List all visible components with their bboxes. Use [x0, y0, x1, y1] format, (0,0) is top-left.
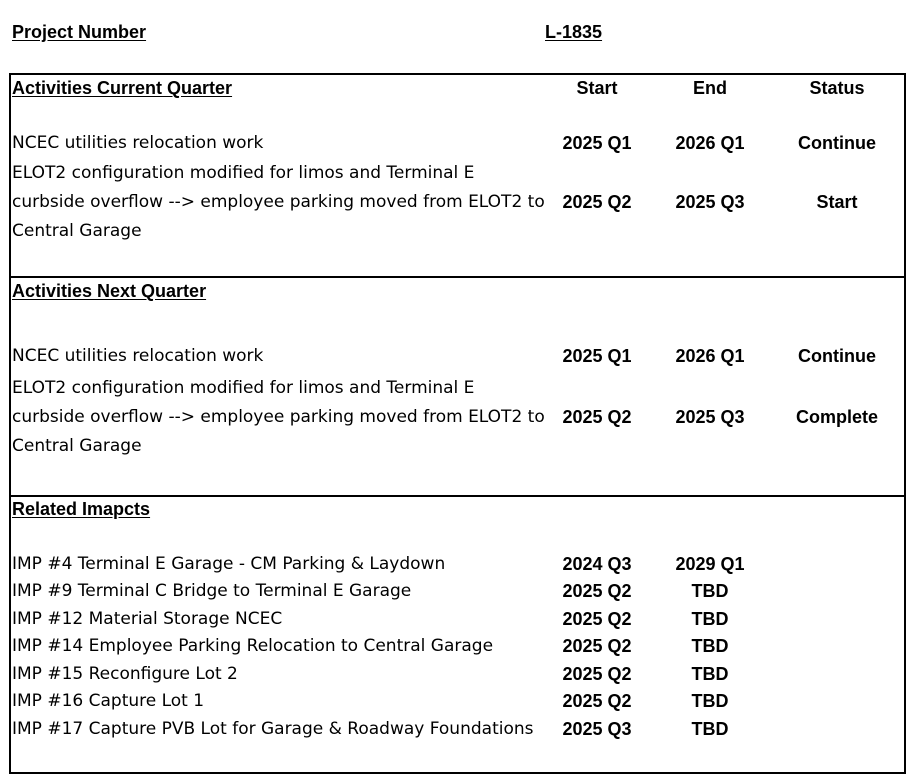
- impact-row-6-text: IMP #16 Capture Lot 1: [12, 691, 205, 711]
- impact-row-3-text: IMP #12 Material Storage NCEC: [12, 609, 283, 629]
- related-impacts-title: Related Imapcts: [12, 499, 151, 519]
- impact-row-2-start: 2025 Q2: [562, 581, 632, 601]
- impact-row-4-text: IMP #14 Employee Parking Relocation to Central Garage: [12, 636, 494, 656]
- next-row-1-description: NCEC utilities relocation work: [12, 346, 264, 366]
- current-row-2-description-line-1: ELOT2 configuration modified for limos and Terminal E: [12, 163, 475, 183]
- impact-row-4-start: 2025 Q2: [562, 636, 632, 656]
- impact-row-1-start: 2024 Q3: [562, 554, 632, 574]
- column-header-end: End: [693, 78, 727, 98]
- impact-row-2-end: TBD: [691, 581, 729, 601]
- impact-row-1-end: 2029 Q1: [675, 554, 745, 574]
- current-row-1-description: NCEC utilities relocation work: [12, 133, 264, 153]
- next-row-2-description-line-1: ELOT2 configuration modified for limos and Terminal E: [12, 378, 475, 398]
- next-quarter-title: Activities Next Quarter: [12, 281, 207, 301]
- next-row-2-description-line-2: curbside overflow --> employee parking moved from ELOT2 to: [12, 407, 545, 427]
- current-row-1-end: 2026 Q1: [675, 133, 745, 153]
- current-row-1-start: 2025 Q1: [562, 133, 632, 153]
- impact-row-5-end: TBD: [691, 664, 729, 684]
- current-row-2-description-line-3: Central Garage: [12, 221, 142, 241]
- impact-row-4-end: TBD: [691, 636, 729, 656]
- impact-row-7-start: 2025 Q3: [562, 719, 632, 739]
- project-number-label: Project Number: [12, 22, 147, 42]
- next-row-2-status: Complete: [795, 407, 878, 427]
- next-row-1-status: Continue: [798, 346, 876, 366]
- current-row-1-status: Continue: [798, 133, 876, 153]
- impact-row-5-text: IMP #15 Reconfigure Lot 2: [12, 664, 238, 684]
- next-row-1-end: 2026 Q1: [675, 346, 745, 366]
- next-row-1-start: 2025 Q1: [562, 346, 632, 366]
- impact-row-2-text: IMP #9 Terminal C Bridge to Terminal E Garage: [12, 581, 412, 601]
- impact-row-3-end: TBD: [691, 609, 729, 629]
- impact-row-3-start: 2025 Q2: [562, 609, 632, 629]
- next-row-2-start: 2025 Q2: [562, 407, 632, 427]
- current-row-2-status: Start: [816, 192, 858, 212]
- column-header-start: Start: [576, 78, 618, 98]
- current-quarter-title: Activities Current Quarter: [12, 78, 233, 98]
- next-row-2-end: 2025 Q3: [675, 407, 745, 427]
- current-row-2-start: 2025 Q2: [562, 192, 632, 212]
- impact-row-5-start: 2025 Q2: [562, 664, 632, 684]
- current-row-2-end: 2025 Q3: [675, 192, 745, 212]
- impact-row-1-text: IMP #4 Terminal E Garage - CM Parking & Laydown: [12, 554, 446, 574]
- current-row-2-description-line-2: curbside overflow --> employee parking moved from ELOT2 to: [12, 192, 545, 212]
- next-row-2-description-line-3: Central Garage: [12, 436, 142, 456]
- impact-row-6-start: 2025 Q2: [562, 691, 632, 711]
- impact-row-7-text: IMP #17 Capture PVB Lot for Garage & Roadway Foundations: [12, 719, 534, 739]
- impact-row-7-end: TBD: [691, 719, 729, 739]
- project-number-value: L-1835: [545, 22, 603, 42]
- column-header-status: Status: [809, 78, 865, 98]
- impact-row-6-end: TBD: [691, 691, 729, 711]
